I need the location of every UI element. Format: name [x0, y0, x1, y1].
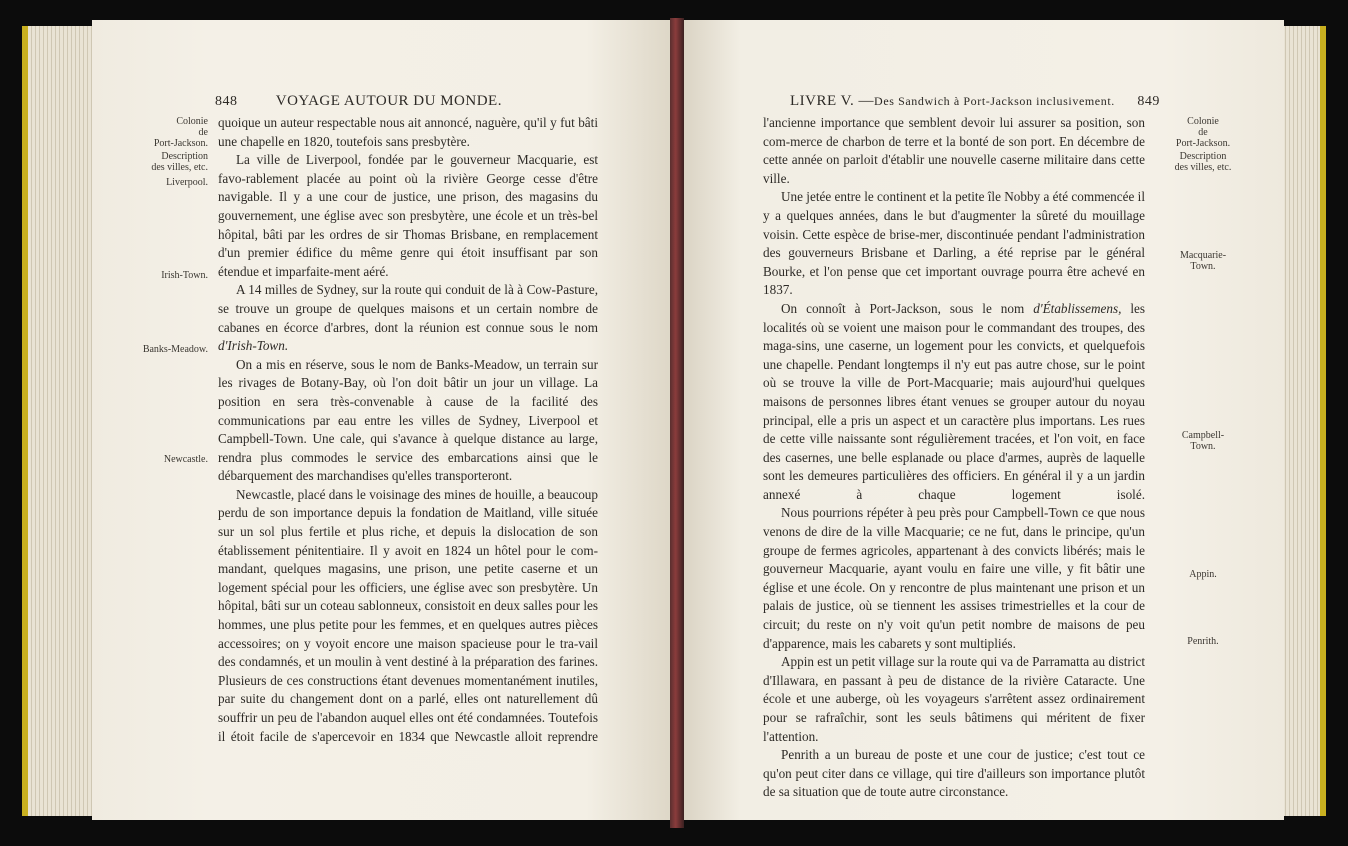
- left-side-note-liverpool: Liverpool.: [166, 177, 208, 188]
- left-page-number: 848: [215, 94, 238, 109]
- right-paragraph-3: [763, 300, 1145, 505]
- left-side-note-banks-meadow: Banks-Meadow.: [142, 344, 208, 355]
- left-paragraph-2: La ville de Liverpool, fondée par le gouverneur Macquarie, est favo-rablement placée au point où la rivière George cesse d'être navigable. Il y a une cour de justice, une prison, des magasins du gouvernement, une église avec son presbytère, une école et un très-bel hôpital, bâti par les ordres de sir Thomas Brisbane, en remplacement d'un premier édifice du même genre qui étoit insuffisant par son étendue et imparfaite-ment aéré.: [218, 152, 598, 279]
- right-running-title-prefix: LIVRE V. —: [790, 93, 875, 109]
- right-paragraph-1: l'ancienne importance que semblent devoir lui assurer sa position, son com-merce de charbon de terre et la bonté de son port. En décembre de cette année on parloit d'établir une nouvelle caserne militaire dans cette ville.: [763, 115, 1145, 186]
- left-side-note-irish-town: Irish-Town.: [161, 270, 208, 281]
- right-side-note-penrith: Penrith.: [1187, 636, 1219, 647]
- right-body-text: [763, 114, 1145, 802]
- right-paragraph-2: Une jetée entre le continent et la petite île Nobby a été commencée il y a quelques années, dans le but d'augmenter la sûreté du mouillage voisin. Cette espèce de brise-mer, discontinuée pendant l'administration des gouverneurs Brisbane et Darling, a été reprise par le général Bourke, et l'on pense que cet important ouvrage pourra être achevé en 1837.: [763, 189, 1145, 298]
- right-side-note-campbell-town: Campbell- Town.: [1181, 430, 1225, 452]
- left-paragraph-4: On a mis en réserve, sous le nom de Banks-Meadow, un terrain sur les rivages de Botany-Bay, où l'on doit bâtir un jour un village. La position en sera très-convenable à cause de la facilité des communications par eau entre les villes de Sydney, Liverpool et Campbell-Town. Une cale, qui s'avance à quelque distance au large, rendra plus commodes le service des embarcations ainsi que le débarquement des marchandises qu'elles transporteront.: [218, 356, 598, 484]
- right-side-note-description: Description des villes, etc.: [1174, 151, 1232, 173]
- left-paragraph-1: quoique un auteur respectable nous ait annoncé, naguère, qu'il y fut bâti une chapelle en 1820, toutefois sans presbytère.: [218, 115, 598, 149]
- left-paragraph-3: [218, 281, 598, 337]
- left-side-note-colonie: Colonie de Port-Jackson.: [153, 116, 208, 149]
- right-paragraph-5: Appin est un petit village sur la route qui va de Parramatta au district d'Illawara, en passant à peu de distance de la rivière Cataracte. Une école et une auberge, où les voyageurs s'arrêtent assez ordinairement pour se rafraîchir, sont les seuls bâtimens qui méritent de fixer l'attention.: [763, 654, 1145, 744]
- right-side-note-colonie: Colonie de Port-Jackson.: [1175, 116, 1231, 149]
- left-paragraph-3-text: A 14 milles de Sydney, sur la route qui conduit de là à Cow-Pasture, se trouve un groupe de quelques maisons et un certain nombre de cabanes en écorce d'arbres, dont la réunion est connue sous le nom: [218, 282, 598, 335]
- irish-town-name: d'Irish-Town.: [218, 338, 289, 354]
- left-body-text: [218, 114, 598, 746]
- left-paragraph-3-end: [218, 337, 598, 356]
- book-gutter: [670, 18, 684, 828]
- right-page-number: 849: [1137, 94, 1160, 109]
- etablissemens-term: d'Établissemens,: [1033, 300, 1122, 316]
- left-paragraph-5: Newcastle, placé dans le voisinage des mines de houille, a beaucoup perdu de son importance depuis la fondation de Maitland, ville située sur un sol plus fertile et plus riche, et depuis la dislocation de son établissement pénitentiaire. Il y avoit en 1824 un hôtel pour le com-mandant, quelques magasins, une prison, une petite caserne et un logement spécial pour les officiers, une église avec son presbytère. Un hôpital, bâti sur un coteau sablonneux, consistoit en deux salles pour les hommes, une plus petite pour les femmes, et en quelques autres pièces accessoires; on y voyoit encore une maison spacieuse pour le tra-vail des condamnés, et un moulin à vent destiné à la préparation des farines. Plusieurs de ces constructions étant devenues momentanément inutiles, par suite du changement dont on a parlé, elles ont naturellement dû souffrir un peu de l'abandon auquel elles ont été condamnées. Toutefois il étoit facile de s'apercevoir en 1834 que Newcastle alloit reprendre: [218, 486, 598, 744]
- left-side-note-description: Description des villes, etc.: [151, 151, 208, 173]
- right-paragraph-3-rest: les localités où se voient une maison pour le commandant des troupes, des maga-sins, une caserne, un logement pour les convicts, et quelquefois une chapelle. Pendant longtemps il n'y eut pas autre chose, sur le point où se trouve la ville de Port-Macquarie; mais aujourd'hui quelques maisons de personnes libres étant venues se grouper autour du noyau principal, elle a pris un aspect et un caractère plus importans. Les rues de cette ville naissante sont régulièrement tracées, et l'on voit, en face des casernes, une belle esplanade ou place d'armes, auprès de laquelle sont les demeures particulières des officiers. En général il y a un jardin annexé à chaque logement isolé.: [763, 300, 1146, 502]
- right-side-note-appin: Appin.: [1189, 569, 1217, 580]
- right-running-head: [790, 93, 1160, 113]
- right-paragraph-4: Nous pourrions répéter à peu près pour Campbell-Town ce que nous venons de dire de la ville Macquarie; ce ne fut, dans le principe, qu'un groupe de fermes agricoles, appartenant à des convicts libérés; mais le gouverneur Macquarie, ayant voulu en faire une ville, y fit bâtir une église et une école. On y rencontre de plus maintenant une prison et un palais de justice, où se tiennent les assises trimestrielles et la cour de circuit; du reste on n'y voit qu'un petit nombre de maisons de peu d'apparence, mais les cabarets y sont multipliés.: [763, 505, 1145, 651]
- left-side-note-newcastle: Newcastle.: [163, 454, 208, 465]
- right-running-title: Des Sandwich à Port-Jackson inclusivement.: [874, 94, 1115, 108]
- right-side-note-macquarie-town: Macquarie- Town.: [1179, 250, 1227, 272]
- left-running-title: VOYAGE AUTOUR DU MONDE.: [275, 93, 502, 109]
- right-paragraph-6: Penrith a un bureau de poste et une cour de justice; c'est tout ce qu'on peut citer dans ce village, qui tire d'ailleurs son importance plutôt de sa situation que de toute autre circonstance.: [763, 747, 1145, 800]
- right-paragraph-3-start: On connoît à Port-Jackson, sous le nom: [781, 300, 1025, 316]
- left-running-head: [215, 93, 515, 113]
